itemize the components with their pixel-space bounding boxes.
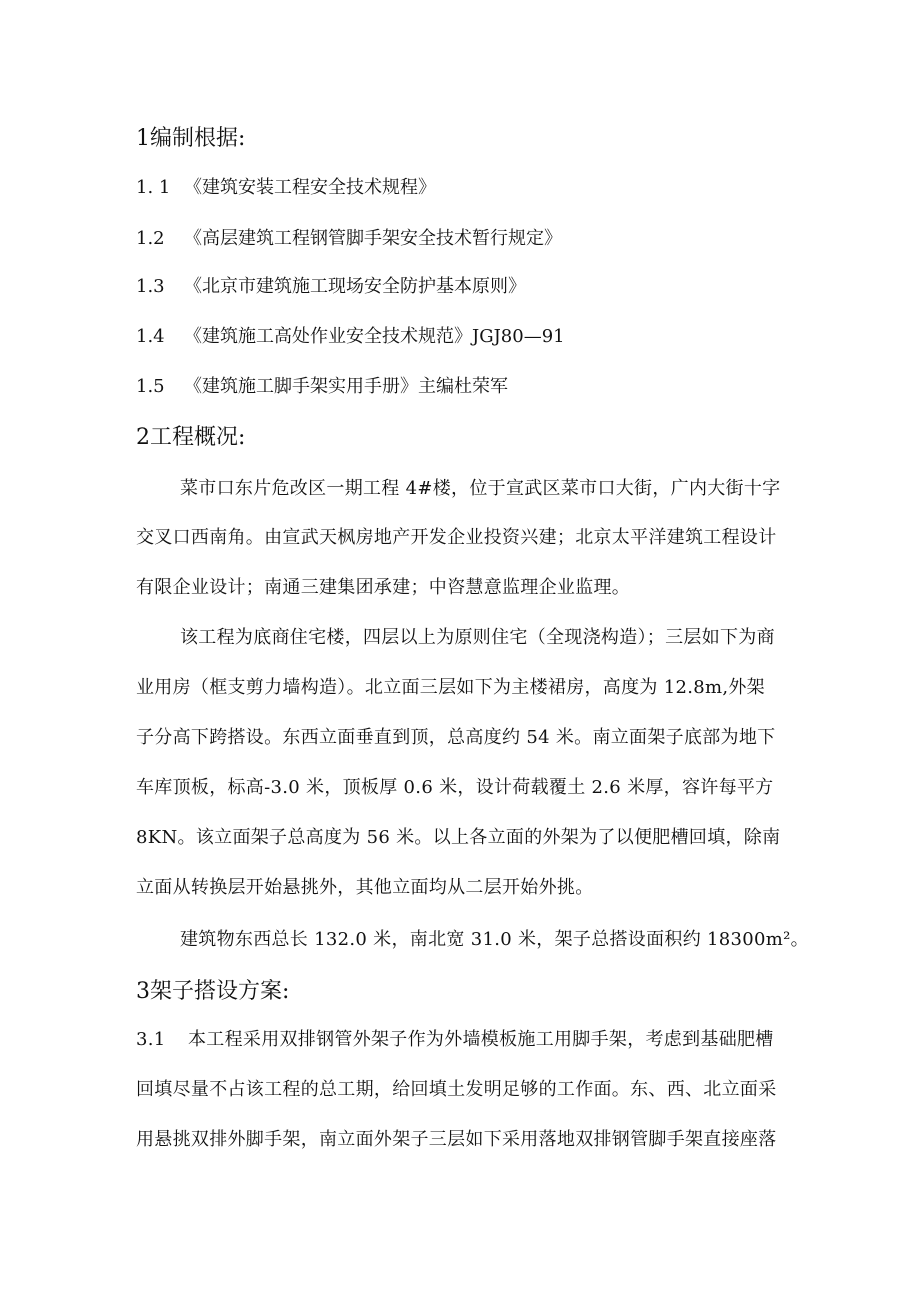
paragraph-line: 建筑物东西总长 132.0 米，南北宽 31.0 米，架子总搭设面积约 18300m²。 (180, 929, 809, 950)
reference-number: 1.2 (136, 228, 165, 249)
paragraph-line: 子分高下跨搭设。东西立面垂直到顶，总高度约 54 米。南立面架子底部为地下 (136, 727, 776, 748)
paragraph-line: 用悬挑双排外脚手架，南立面外架子三层如下采用落地双排钢管脚手架直接座落 (136, 1129, 777, 1150)
reference-text: 《高层建筑工程钢管脚手架安全技术暂行规定》 (184, 228, 562, 249)
reference-text: 《建筑施工高处作业安全技术规范》JGJ80—91 (184, 326, 565, 347)
reference-number: 1.5 (136, 376, 165, 397)
paragraph-line: 交叉口西南角。由宣武天枫房地产开发企业投资兴建；北京太平洋建筑工程设计 (136, 527, 777, 548)
paragraph-line (136, 1027, 774, 1053)
reference-text: 《建筑安装工程安全技术规程》 (184, 177, 436, 198)
section-heading: 3架子搭设方案: (136, 979, 290, 1004)
section-heading: 2工程概况: (136, 425, 246, 450)
paragraph-line: 8KN。该立面架子总高度为 56 米。以上各立面的外架为了以便肥槽回填，除南 (136, 827, 781, 848)
section-heading: 1编制根据: (136, 126, 246, 151)
item-number: 3.1 (136, 1029, 166, 1050)
reference-item (136, 374, 508, 400)
paragraph-line: 立面从转换层开始悬挑外，其他立面均从二层开始外挑。 (136, 877, 594, 898)
reference-item (136, 324, 565, 350)
reference-text: 《建筑施工脚手架实用手册》主编杜荣军 (184, 376, 508, 397)
reference-number: 1. 1 (136, 177, 171, 198)
reference-text: 《北京市建筑施工现场安全防护基本原则》 (184, 276, 526, 297)
reference-number: 1.3 (136, 276, 165, 297)
reference-item (136, 274, 526, 300)
paragraph-line: 有限企业设计；南通三建集团承建；中咨慧意监理企业监理。 (136, 577, 631, 598)
paragraph-line: 菜市口东片危改区一期工程 4#楼，位于宣武区菜市口大街，广内大街十字 (180, 478, 781, 499)
paragraph-line: 该工程为底商住宅楼，四层以上为原则住宅（全现浇构造）；三层如下为商 (180, 627, 775, 648)
paragraph-line: 回填尽量不占该工程的总工期，给回填土发明足够的工作面。东、西、北立面采 (136, 1079, 777, 1100)
paragraph-text: 本工程采用双排钢管外架子作为外墙模板施工用脚手架，考虑到基础肥槽 (188, 1029, 774, 1050)
paragraph-line: 业用房（框支剪力墙构造）。北立面三层如下为主楼裙房，高度为 12.8m,外架 (136, 677, 765, 698)
reference-item (136, 226, 562, 252)
reference-item (136, 175, 436, 201)
reference-number: 1.4 (136, 326, 165, 347)
paragraph-line: 车库顶板，标高-3.0 米，顶板厚 0.6 米，设计荷载覆土 2.6 米厚，容许每平方 (136, 777, 774, 798)
